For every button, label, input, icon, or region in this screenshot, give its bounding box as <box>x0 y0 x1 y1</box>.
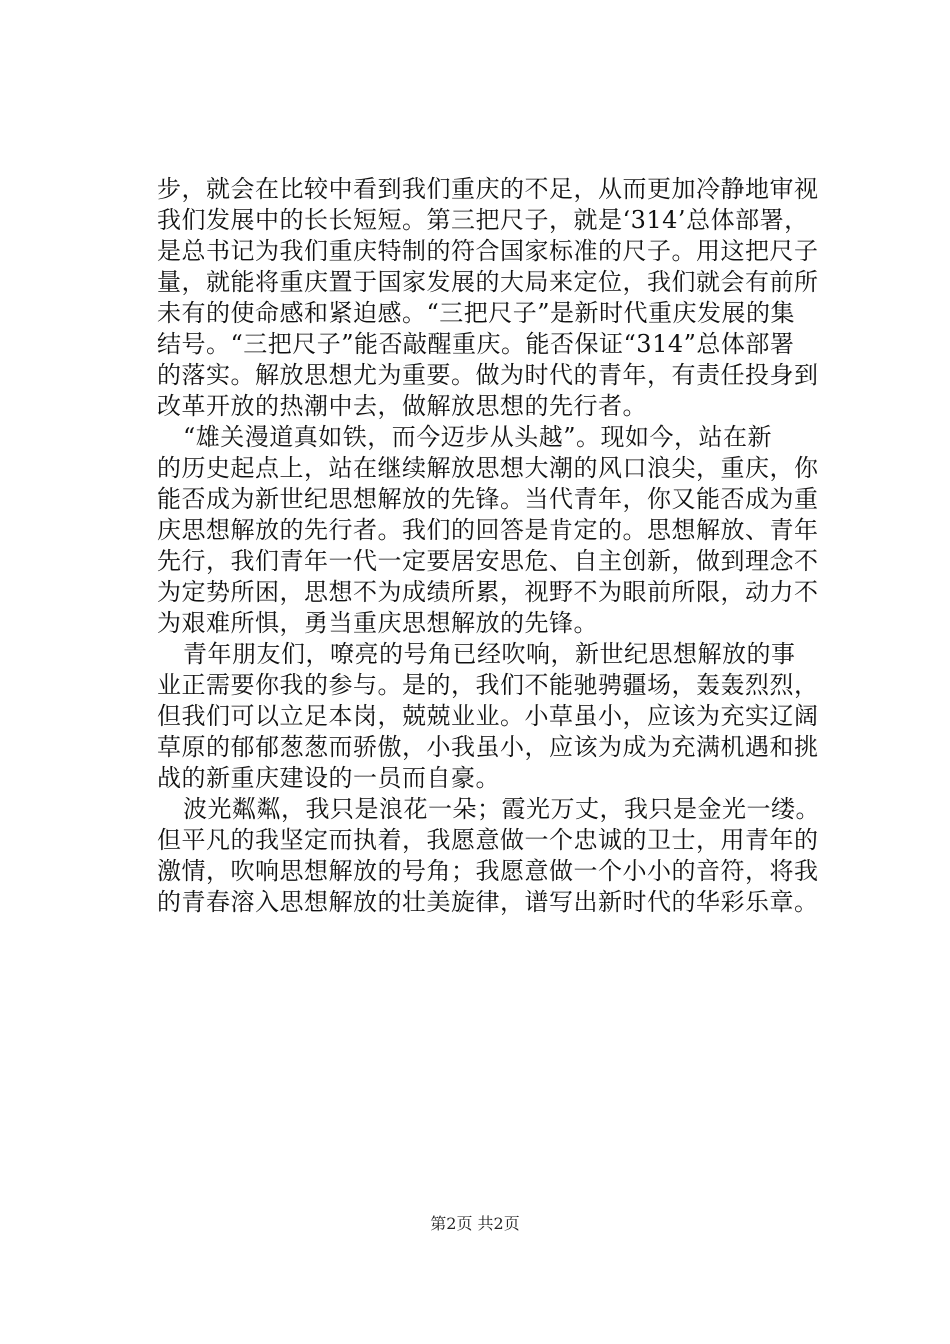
text-line: 结号。“三把尺子”能否敲醒重庆。能否保证“314”总体部署 <box>157 330 795 358</box>
text-line: 为定势所困，思想不为成绩所累，视野不为眼前所限，动力不 <box>157 578 819 606</box>
text-line: 战的新重庆建设的一员而自豪。 <box>157 764 500 792</box>
text-line: 青年朋友们，嘹亮的号角已经吹响，新世纪思想解放的事 <box>183 640 796 668</box>
page-footer <box>0 1214 950 1234</box>
text-line: 激情，吹响思想解放的号角；我愿意做一个小小的音符，将我 <box>157 857 819 885</box>
text-line: 的落实。解放思想尤为重要。做为时代的青年，有责任投身到 <box>157 361 819 389</box>
paragraph-1 <box>157 174 837 422</box>
text-line: “雄关漫道真如铁，而今迈步从头越”。现如今，站在新 <box>183 423 773 451</box>
paragraph-3 <box>157 639 837 794</box>
text-line: 为艰难所惧，勇当重庆思想解放的先锋。 <box>157 609 598 637</box>
text-line: 波光粼粼，我只是浪花一朵；霞光万丈，我只是金光一缕。 <box>183 795 820 823</box>
text-line: 量，就能将重庆置于国家发展的大局来定位，我们就会有前所 <box>157 268 819 296</box>
text-line: 但我们可以立足本岗，兢兢业业。小草虽小，应该为充实辽阔 <box>157 702 819 730</box>
text-line: 庆思想解放的先行者。我们的回答是肯定的。思想解放、青年 <box>157 516 819 544</box>
document-body <box>157 174 837 918</box>
text-line: 的历史起点上，站在继续解放思想大潮的风口浪尖，重庆，你 <box>157 454 819 482</box>
text-line: 但平凡的我坚定而执着，我愿意做一个忠诚的卫士，用青年的 <box>157 826 819 854</box>
text-line: 我们发展中的长长短短。第三把尺子，就是‘314’总体部署， <box>157 206 809 234</box>
text-line: 能否成为新世纪思想解放的先锋。当代青年，你又能否成为重 <box>157 485 819 513</box>
text-line: 未有的使命感和紧迫感。“三把尺子”是新时代重庆发展的集 <box>157 299 796 327</box>
page-number-label: 第2页 共2页 <box>430 1214 520 1233</box>
paragraph-4 <box>157 794 837 918</box>
text-line: 改革开放的热潮中去，做解放思想的先行者。 <box>157 392 647 420</box>
text-line: 的青春溶入思想解放的壮美旋律，谱写出新时代的华彩乐章。 <box>157 888 819 916</box>
text-line: 业正需要你我的参与。是的，我们不能驰骋疆场，轰轰烈烈， <box>157 671 819 699</box>
paragraph-2 <box>157 422 837 639</box>
text-line: 步，就会在比较中看到我们重庆的不足，从而更加冷静地审视 <box>157 175 819 203</box>
text-line: 先行，我们青年一代一定要居安思危、自主创新，做到理念不 <box>157 547 819 575</box>
text-line: 是总书记为我们重庆特制的符合国家标准的尺子。用这把尺子 <box>157 237 819 265</box>
text-line: 草原的郁郁葱葱而骄傲，小我虽小，应该为成为充满机遇和挑 <box>157 733 819 761</box>
